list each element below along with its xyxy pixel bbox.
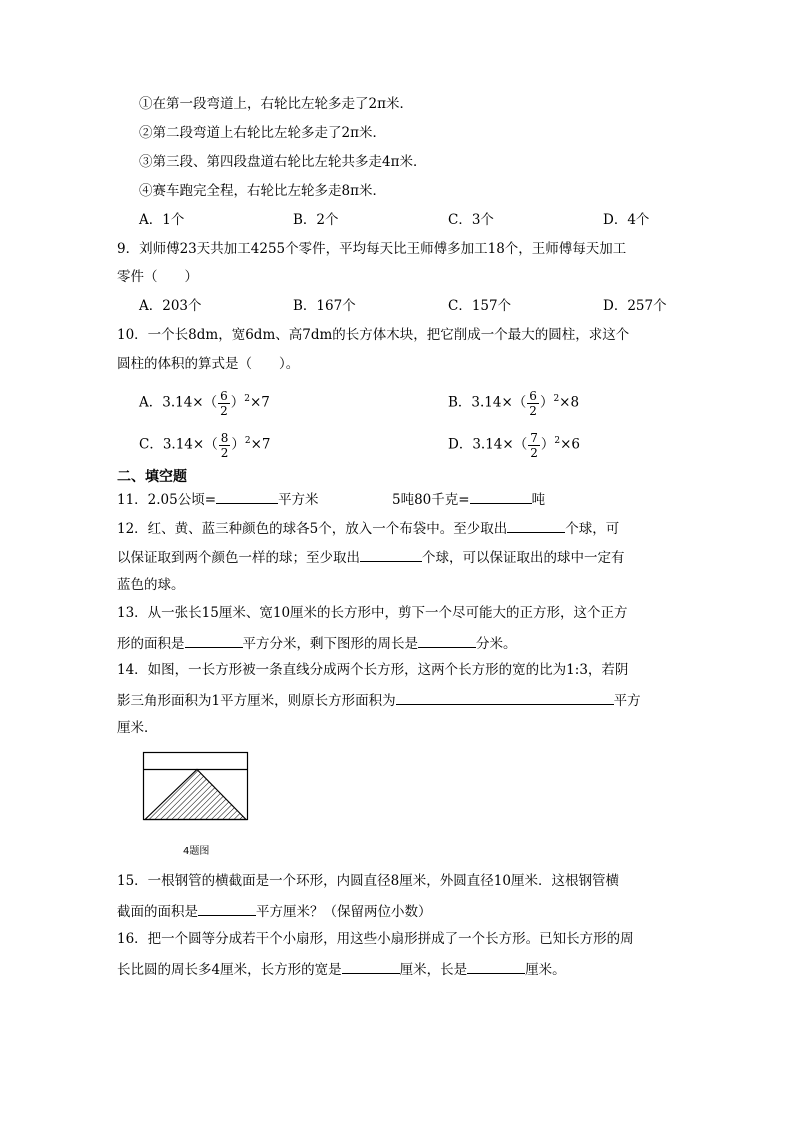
q15-line-2: 截面的面积是 平方厘米？（保留两位小数） <box>117 901 432 921</box>
answer-blank[interactable] <box>470 489 532 504</box>
q15-line-1: 15．一根钢管的横截面是一个环形，内圆直径8厘米，外圆直径10厘米．这根钢管横 <box>117 873 619 889</box>
q9-line-1: 9．刘师傅23天共加工4255个零件，平均每天比王师傅多加工18个，王师傅每天加工 <box>117 241 627 257</box>
q10-line-2: 圆柱的体积的算式是（ ）。 <box>117 356 300 372</box>
q11-part-b: 5吨80千克= 吨 <box>392 489 545 509</box>
shaded-triangle <box>145 770 246 820</box>
q9-option-d: D．257个 <box>603 298 667 314</box>
q9-option-b: B．167个 <box>293 298 356 314</box>
q10-option-a: A．3.14×（ $\frac{6}{2}$ ）$^2$×7 <box>139 388 270 418</box>
q8-option-a: A．1个 <box>139 212 185 228</box>
q8-statement-1: ①在第一段弯道上，右轮比左轮多走了2π米． <box>139 96 413 112</box>
q9-line-2: 零件（ ） <box>117 269 198 285</box>
q10-option-a-fraction: $\frac{6}{2}$ <box>220 388 228 418</box>
q12-line-2: 以保证取到两个颜色一样的球；至少取出 个球，可以保证取出的球中一定有 <box>117 547 625 567</box>
q10-option-c: C．3.14×（ $\frac{8}{2}$ ）$^2$×7 <box>139 430 271 460</box>
answer-blank[interactable] <box>360 547 422 562</box>
q13-line-1: 13．从一张长15厘米、宽10厘米的长方形中，剪下一个尽可能大的正方形，这个正方 <box>117 605 628 621</box>
q13-line-2: 形的面积是 平方分米，剩下图形的周长是 分米。 <box>117 633 517 653</box>
answer-blank[interactable] <box>185 633 243 648</box>
answer-blank[interactable] <box>396 690 614 705</box>
answer-blank[interactable] <box>342 959 400 974</box>
q8-option-d: D．4个 <box>603 212 650 228</box>
q10-option-c-fraction: $\frac{8}{2}$ <box>220 430 229 460</box>
q14-line-3: 厘米． <box>117 720 158 736</box>
q10-option-b-fraction: $\frac{6}{2}$ <box>529 388 537 418</box>
q16-line-1: 16．把一个圆等分成若干个小扇形，用这些小扇形拼成了一个长方形。已知长方形的周 <box>117 931 634 947</box>
section-heading-fill-in: 二、填空题 <box>117 469 187 485</box>
answer-blank[interactable] <box>216 489 278 504</box>
q16-line-2: 长比圆的周长多4厘米，长方形的宽是 厘米，长是 厘米。 <box>117 959 566 979</box>
answer-blank[interactable] <box>198 901 256 916</box>
q14-figure-caption: 4题图 <box>183 846 210 857</box>
answer-blank[interactable] <box>507 518 565 533</box>
q14-line-1: 14．如图，一长方形被一条直线分成两个长方形，这两个长方形的宽的比为1:3，若阴 <box>117 662 629 678</box>
q9-option-c: C．157个 <box>448 298 512 314</box>
q10-option-d: D．3.14×（ $\frac{7}{2}$ ）$^2$×6 <box>448 430 580 460</box>
answer-blank[interactable] <box>467 959 525 974</box>
q10-option-b: B．3.14×（ $\frac{6}{2}$ ）$^2$×8 <box>448 388 580 418</box>
q10-line-1: 10．一个长8dm，宽6dm、高7dm的长方体木块，把它削成一个最大的圆柱，求这个 <box>117 327 630 343</box>
q14-figure <box>140 749 252 825</box>
q10-option-d-fraction: $\frac{7}{2}$ <box>530 430 538 460</box>
q8-option-c: C．3个 <box>448 212 494 228</box>
q14-line-2: 影三角形面积为1平方厘米，则原长方形面积为 平方 <box>117 690 641 710</box>
q8-option-b: B．2个 <box>293 212 339 228</box>
q8-statement-2: ②第二段弯道上右轮比左轮多走了2π米． <box>139 125 386 141</box>
q8-statement-4: ④赛车跑完全程，右轮比左轮多走8π米． <box>139 183 386 199</box>
q8-statement-3: ③第三段、第四段盘道右轮比左轮共多走4π米． <box>139 154 427 170</box>
answer-blank[interactable] <box>418 633 476 648</box>
q11-part-a: 11．2.05公顷= 平方米 <box>117 489 319 509</box>
q12-line-3: 蓝色的球。 <box>117 577 185 593</box>
q12-line-1: 12．红、黄、蓝三种颜色的球各5个，放入一个布袋中。至少取出 个球，可 <box>117 518 619 538</box>
q9-option-a: A．203个 <box>139 298 202 314</box>
